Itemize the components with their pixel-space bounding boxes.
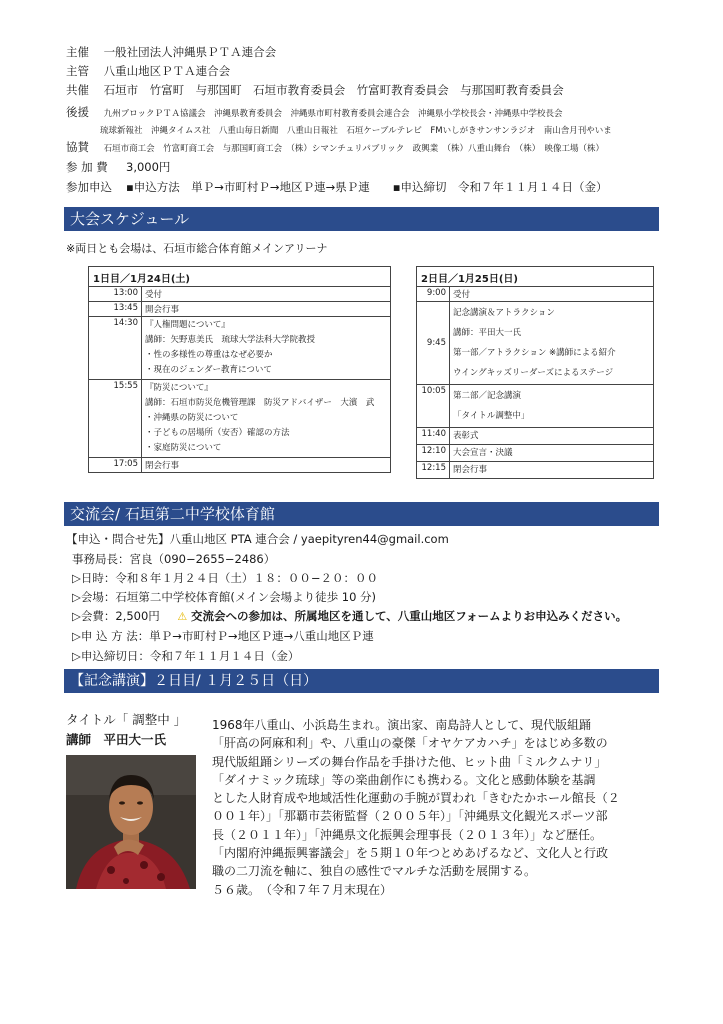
day2-table — [416, 286, 654, 479]
table-row: 9:00 受付 — [417, 287, 654, 302]
info-cohost: 共催 石垣市 竹富町 与那国町 石垣市教育委員会 竹富町教育委員会 与那国町教育委員会 — [66, 83, 564, 97]
table-row: 13:00 受付 — [89, 287, 391, 302]
lecture-speaker: 講師 平田大一氏 — [66, 732, 167, 747]
exchange-deadline: ▷申込締切日：令和７年１１月１４日（金） — [72, 649, 300, 663]
lecture-band: 【記念講演】２日目/ １月２５日（日） — [64, 669, 659, 693]
day2-header: 2日目／1月25日(日) — [416, 266, 654, 286]
table-row: 17:05 閉会行事 — [89, 458, 391, 473]
exchange-contact: 【申込・問合せ先】八重山地区 PTA 連合会 / yaepityren44@gmail.com — [66, 532, 449, 546]
info-organizer: 主催 一般社団法人沖縄県ＰＴＡ連合会 — [66, 45, 277, 59]
exchange-venue: ▷会場：石垣第二中学校体育館(メイン会場より徒歩 10 分) — [72, 590, 377, 604]
table-row: 12:10 大会宣言・決議 — [417, 445, 654, 462]
exchange-method: ▷申 込 方 法：単Ｐ→市町村Ｐ→地区Ｐ連→八重山地区Ｐ連 — [72, 629, 374, 643]
exchange-band: 交流会/ 石垣第二中学校体育館 — [64, 502, 659, 526]
info-manager: 主管 八重山地区ＰＴＡ連合会 — [66, 64, 231, 78]
table-row: 11:40 表彰式 — [417, 428, 654, 445]
table-row: 12:15 閉会行事 — [417, 462, 654, 479]
exchange-warning: 交流会への参加は、所属地区を通して、八重山地区フォームよりお申込みください。 — [190, 609, 628, 623]
lecture-title: タイトル「 調整中 」 — [66, 712, 187, 727]
exchange-secretary: 事務局長：宮良（090−2655−2486） — [72, 552, 276, 566]
exchange-fee-line — [72, 608, 627, 624]
info-fee: 参 加 費 3,000円 — [66, 160, 171, 174]
day1-header: 1日目／1月24日(土) — [88, 266, 391, 286]
table-row: 14:30 『人権問題について』 講師：矢野恵美氏 琉球大学法科大学院教授 ・性の多様性の尊重はなぜ必要か ・現在のジェンダー教育について — [89, 317, 391, 380]
info-sponsor: 協賛 石垣市商工会 竹富町商工会 与那国町商工会 （株）シマンチュリパブリック 政興業 （株）八重山舞台 （株） 映像工場（株） — [66, 140, 604, 154]
speaker-photo — [66, 755, 196, 889]
table-row: 10:05 第二部／記念講演 「タイトル調整中」 — [417, 385, 654, 428]
exchange-datetime: ▷日時：令和８年１月２４日（土）１８：００−２０：００ — [72, 571, 378, 585]
info-application: 参加申込 ▪申込方法 単Ｐ→市町村Ｐ→地区Ｐ連→県Ｐ連 ▪申込締切 令和７年１１月１４日（金） — [66, 180, 608, 194]
exchange-fee: ▷会費：2,500円 — [72, 609, 160, 623]
info-support: 後援 九州ブロックＰＴＡ協議会 沖縄県教育委員会 沖縄県市町村教育委員会連合会 沖縄県小学校長会・沖縄県中学校長会 — [66, 105, 563, 119]
table-row: 15:55 『防災について』 講師：石垣市防災危機管理課 防災アドバイザー 大濱 武 ・沖縄県の防災について ・子どもの居場所（安否）確認の方法 ・家庭防災について — [89, 380, 391, 458]
table-row: 9:45 記念講演＆アトラクション 講師：平田大一氏 第一部／アトラクション ※講師による紹介 ウイングキッズリーダーズによるステージ — [417, 302, 654, 385]
warning-icon: ⚠ — [177, 610, 188, 623]
venue-note: ※両日とも会場は、石垣市総合体育館メインアリーナ — [66, 242, 328, 255]
schedule-band: 大会スケジュール — [64, 207, 659, 231]
info-support-media: 琉球新報社 沖縄タイムス社 八重山毎日新聞 八重山日報社 石垣ケーブルテレビ FMいしがきサンサンラジオ 南山舎月刊やいま — [100, 126, 612, 136]
table-row: 13:45 開会行事 — [89, 302, 391, 317]
day1-table — [88, 286, 391, 473]
speaker-bio: 1968年八重山、小浜島生まれ。演出家、南島詩人として、現代版組踊 「肝高の阿麻和利」や、八重山の豪傑「オヤケアカハチ」をはじめ多数の 現代版組踊シリーズの舞台作品を手掛けた他、ヒット曲「ミルクムナリ」 「ダイナミック琉球」等の楽曲創作にも携わる。文化と感動体験を基調 とした人財育成や地域活性化運動の手腕が買われ「きむたかホール館長（２ ００１年）」「那覇市芸術監督（２００５年）」「沖縄県文化観光スポーツ部 長（２０１１年）」「沖縄県文化振興会理事長（２０１３年）」など歴任。 「内閣府沖縄振興審議会」を５期１０年つとめあげるなど、文化人と行政 職の二刀流を軸に、独自の感性でマルチな活動を展開する。 ５６歳。 （令和７年７月末現在） — [212, 718, 620, 897]
